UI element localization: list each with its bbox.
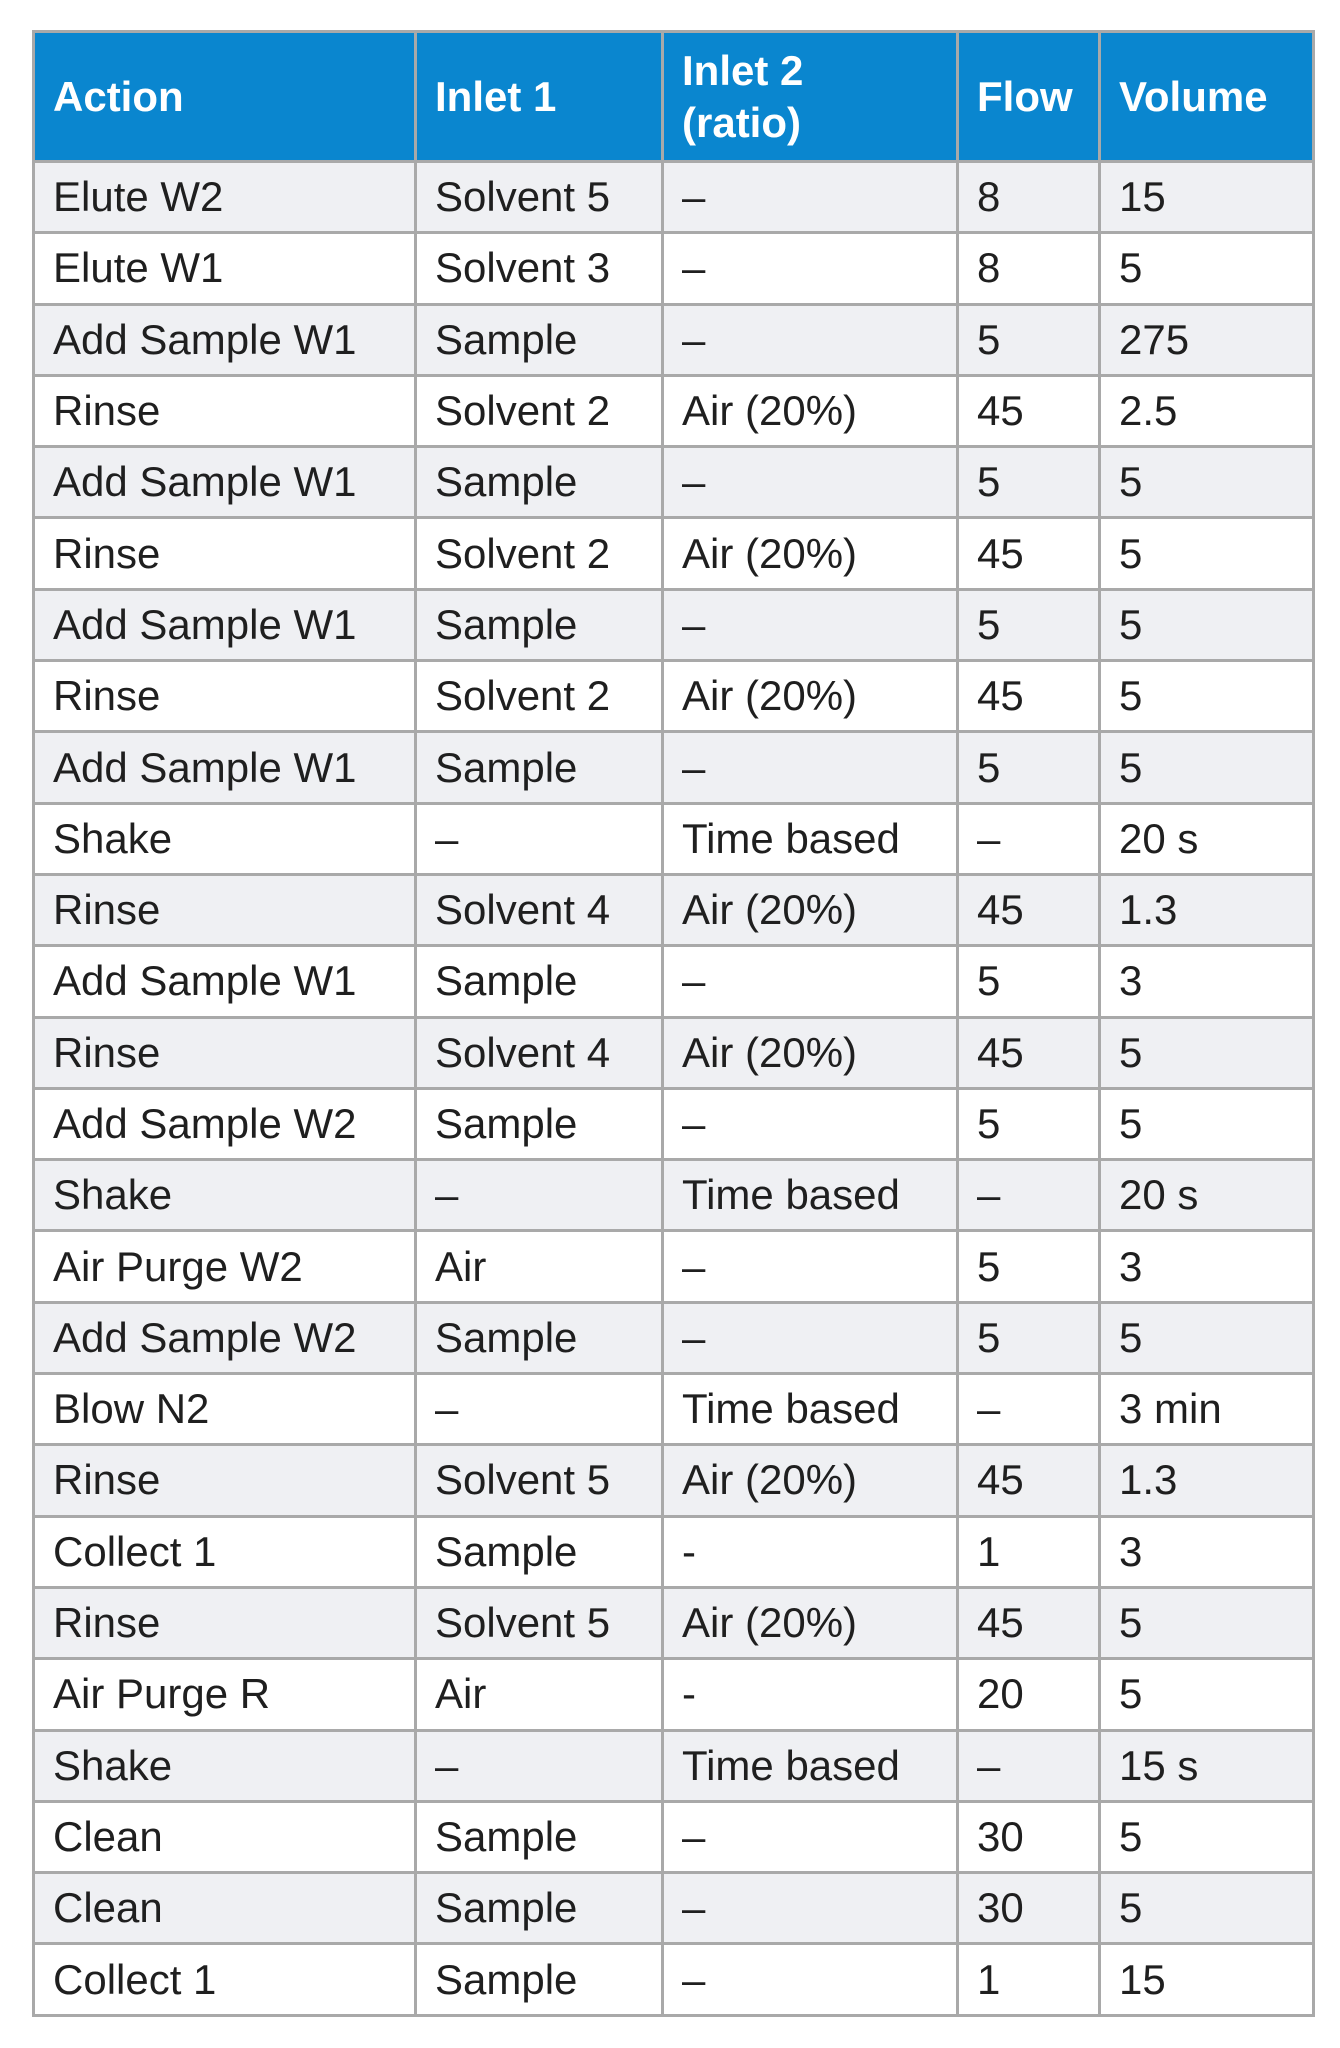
volume-cell: 5: [1100, 233, 1314, 304]
table-row: [34, 1659, 1314, 1730]
action-cell: Air Purge R: [34, 1659, 416, 1730]
table-row: [34, 661, 1314, 732]
inlet-2-cell: –: [663, 1231, 958, 1302]
action-cell: Air Purge W2: [34, 1231, 416, 1302]
volume-cell: 5: [1100, 518, 1314, 589]
inlet-1-cell: Air: [416, 1659, 663, 1730]
action-cell: Shake: [34, 1160, 416, 1231]
header-volume: Volume: [1100, 32, 1314, 162]
inlet-1-cell: Sample: [416, 1944, 663, 2015]
volume-cell: 5: [1100, 1302, 1314, 1373]
inlet-2-cell: Time based: [663, 1730, 958, 1801]
inlet-2-cell: Air (20%): [663, 1017, 958, 1088]
action-cell: Clean: [34, 1801, 416, 1872]
inlet-2-cell: –: [663, 1873, 958, 1944]
inlet-1-cell: –: [416, 1160, 663, 1231]
action-cell: Rinse: [34, 1587, 416, 1658]
flow-cell: 5: [958, 946, 1100, 1017]
flow-cell: –: [958, 1374, 1100, 1445]
table-row: [34, 803, 1314, 874]
table-row: [34, 874, 1314, 945]
action-cell: Shake: [34, 1730, 416, 1801]
action-cell: Shake: [34, 803, 416, 874]
inlet-2-cell: Air (20%): [663, 874, 958, 945]
flow-cell: 8: [958, 233, 1100, 304]
volume-cell: 15: [1100, 162, 1314, 233]
table-row: [34, 589, 1314, 660]
header-row: [34, 32, 1314, 162]
inlet-1-cell: Solvent 5: [416, 1587, 663, 1658]
table-row: [34, 162, 1314, 233]
action-cell: Elute W2: [34, 162, 416, 233]
inlet-2-cell: Air (20%): [663, 518, 958, 589]
inlet-1-cell: Solvent 4: [416, 1017, 663, 1088]
header-action: Action: [34, 32, 416, 162]
flow-cell: 5: [958, 732, 1100, 803]
flow-cell: 30: [958, 1873, 1100, 1944]
flow-cell: 45: [958, 1587, 1100, 1658]
flow-cell: 5: [958, 304, 1100, 375]
action-cell: Add Sample W1: [34, 732, 416, 803]
inlet-2-cell: –: [663, 1801, 958, 1872]
flow-cell: 1: [958, 1516, 1100, 1587]
flow-cell: 45: [958, 661, 1100, 732]
action-cell: Blow N2: [34, 1374, 416, 1445]
flow-cell: 45: [958, 375, 1100, 446]
inlet-2-cell: –: [663, 447, 958, 518]
inlet-2-cell: –: [663, 589, 958, 660]
protocol-table-container: [32, 30, 1312, 2017]
inlet-1-cell: Sample: [416, 304, 663, 375]
flow-cell: 5: [958, 1231, 1100, 1302]
action-cell: Rinse: [34, 661, 416, 732]
flow-cell: 45: [958, 1445, 1100, 1516]
inlet-1-cell: Sample: [416, 1516, 663, 1587]
inlet-2-cell: -: [663, 1516, 958, 1587]
table-row: [34, 946, 1314, 1017]
volume-cell: 5: [1100, 589, 1314, 660]
volume-cell: 15 s: [1100, 1730, 1314, 1801]
flow-cell: 5: [958, 1302, 1100, 1373]
table-row: [34, 1302, 1314, 1373]
volume-cell: 5: [1100, 732, 1314, 803]
volume-cell: 5: [1100, 1801, 1314, 1872]
flow-cell: 45: [958, 874, 1100, 945]
volume-cell: 5: [1100, 661, 1314, 732]
inlet-2-cell: –: [663, 1944, 958, 2015]
action-cell: Add Sample W1: [34, 589, 416, 660]
table-body: [34, 162, 1314, 2016]
table-row: [34, 1730, 1314, 1801]
table-row: [34, 1516, 1314, 1587]
volume-cell: 3 min: [1100, 1374, 1314, 1445]
inlet-1-cell: Sample: [416, 732, 663, 803]
table-row: [34, 518, 1314, 589]
inlet-1-cell: Sample: [416, 1088, 663, 1159]
table-row: [34, 1088, 1314, 1159]
table-row: [34, 1231, 1314, 1302]
volume-cell: 275: [1100, 304, 1314, 375]
table-row: [34, 1160, 1314, 1231]
action-cell: Elute W1: [34, 233, 416, 304]
action-cell: Add Sample W1: [34, 447, 416, 518]
inlet-2-cell: Air (20%): [663, 1587, 958, 1658]
volume-cell: 5: [1100, 1659, 1314, 1730]
inlet-2-cell: Air (20%): [663, 1445, 958, 1516]
volume-cell: 5: [1100, 1873, 1314, 1944]
table-row: [34, 233, 1314, 304]
table-row: [34, 1944, 1314, 2015]
inlet-2-cell: Time based: [663, 1160, 958, 1231]
inlet-1-cell: Solvent 5: [416, 1445, 663, 1516]
inlet-1-cell: Solvent 3: [416, 233, 663, 304]
inlet-1-cell: Solvent 4: [416, 874, 663, 945]
action-cell: Add Sample W2: [34, 1088, 416, 1159]
table-row: [34, 1873, 1314, 1944]
flow-cell: 30: [958, 1801, 1100, 1872]
inlet-2-cell: –: [663, 304, 958, 375]
inlet-1-cell: Sample: [416, 447, 663, 518]
header-inlet-1: Inlet 1: [416, 32, 663, 162]
flow-cell: 5: [958, 589, 1100, 660]
action-cell: Collect 1: [34, 1516, 416, 1587]
volume-cell: 1.3: [1100, 1445, 1314, 1516]
inlet-1-cell: Sample: [416, 946, 663, 1017]
inlet-1-cell: –: [416, 1374, 663, 1445]
inlet-1-cell: Sample: [416, 1873, 663, 1944]
inlet-1-cell: Air: [416, 1231, 663, 1302]
table-row: [34, 304, 1314, 375]
inlet-1-cell: Sample: [416, 1302, 663, 1373]
volume-cell: 20 s: [1100, 803, 1314, 874]
header-inlet-2-line2: (ratio): [682, 98, 801, 146]
action-cell: Add Sample W1: [34, 304, 416, 375]
volume-cell: 5: [1100, 447, 1314, 518]
flow-cell: 5: [958, 447, 1100, 518]
volume-cell: 2.5: [1100, 375, 1314, 446]
table-row: [34, 732, 1314, 803]
table-row: [34, 1374, 1314, 1445]
inlet-2-cell: Time based: [663, 1374, 958, 1445]
flow-cell: –: [958, 1730, 1100, 1801]
header-inlet-2: [663, 32, 958, 162]
inlet-1-cell: Sample: [416, 589, 663, 660]
inlet-2-cell: –: [663, 162, 958, 233]
action-cell: Rinse: [34, 1017, 416, 1088]
action-cell: Rinse: [34, 874, 416, 945]
volume-cell: 3: [1100, 1516, 1314, 1587]
volume-cell: 5: [1100, 1088, 1314, 1159]
flow-cell: 1: [958, 1944, 1100, 2015]
table-row: [34, 1017, 1314, 1088]
inlet-1-cell: –: [416, 803, 663, 874]
flow-cell: –: [958, 803, 1100, 874]
volume-cell: 15: [1100, 1944, 1314, 2015]
table-row: [34, 1445, 1314, 1516]
action-cell: Rinse: [34, 1445, 416, 1516]
inlet-1-cell: Solvent 2: [416, 375, 663, 446]
action-cell: Rinse: [34, 375, 416, 446]
action-cell: Rinse: [34, 518, 416, 589]
flow-cell: 45: [958, 1017, 1100, 1088]
action-cell: Add Sample W1: [34, 946, 416, 1017]
flow-cell: 5: [958, 1088, 1100, 1159]
action-cell: Collect 1: [34, 1944, 416, 2015]
volume-cell: 3: [1100, 946, 1314, 1017]
inlet-2-cell: –: [663, 1088, 958, 1159]
inlet-1-cell: Solvent 2: [416, 518, 663, 589]
table-row: [34, 447, 1314, 518]
volume-cell: 1.3: [1100, 874, 1314, 945]
flow-cell: 45: [958, 518, 1100, 589]
flow-cell: 20: [958, 1659, 1100, 1730]
inlet-1-cell: –: [416, 1730, 663, 1801]
inlet-2-cell: -: [663, 1659, 958, 1730]
action-cell: Clean: [34, 1873, 416, 1944]
inlet-2-cell: –: [663, 233, 958, 304]
inlet-1-cell: Solvent 2: [416, 661, 663, 732]
inlet-1-cell: Solvent 5: [416, 162, 663, 233]
inlet-2-cell: –: [663, 732, 958, 803]
volume-cell: 5: [1100, 1017, 1314, 1088]
table-row: [34, 375, 1314, 446]
table-row: [34, 1801, 1314, 1872]
action-cell: Add Sample W2: [34, 1302, 416, 1373]
table-row: [34, 1587, 1314, 1658]
flow-cell: –: [958, 1160, 1100, 1231]
volume-cell: 20 s: [1100, 1160, 1314, 1231]
flow-cell: 8: [958, 162, 1100, 233]
volume-cell: 3: [1100, 1231, 1314, 1302]
header-flow: Flow: [958, 32, 1100, 162]
inlet-2-cell: –: [663, 1302, 958, 1373]
inlet-2-cell: –: [663, 946, 958, 1017]
inlet-2-cell: Air (20%): [663, 375, 958, 446]
inlet-1-cell: Sample: [416, 1801, 663, 1872]
inlet-2-cell: Time based: [663, 803, 958, 874]
protocol-table: [32, 30, 1315, 2017]
header-inlet-2-line1: Inlet 2: [682, 46, 804, 94]
inlet-2-cell: Air (20%): [663, 661, 958, 732]
volume-cell: 5: [1100, 1587, 1314, 1658]
